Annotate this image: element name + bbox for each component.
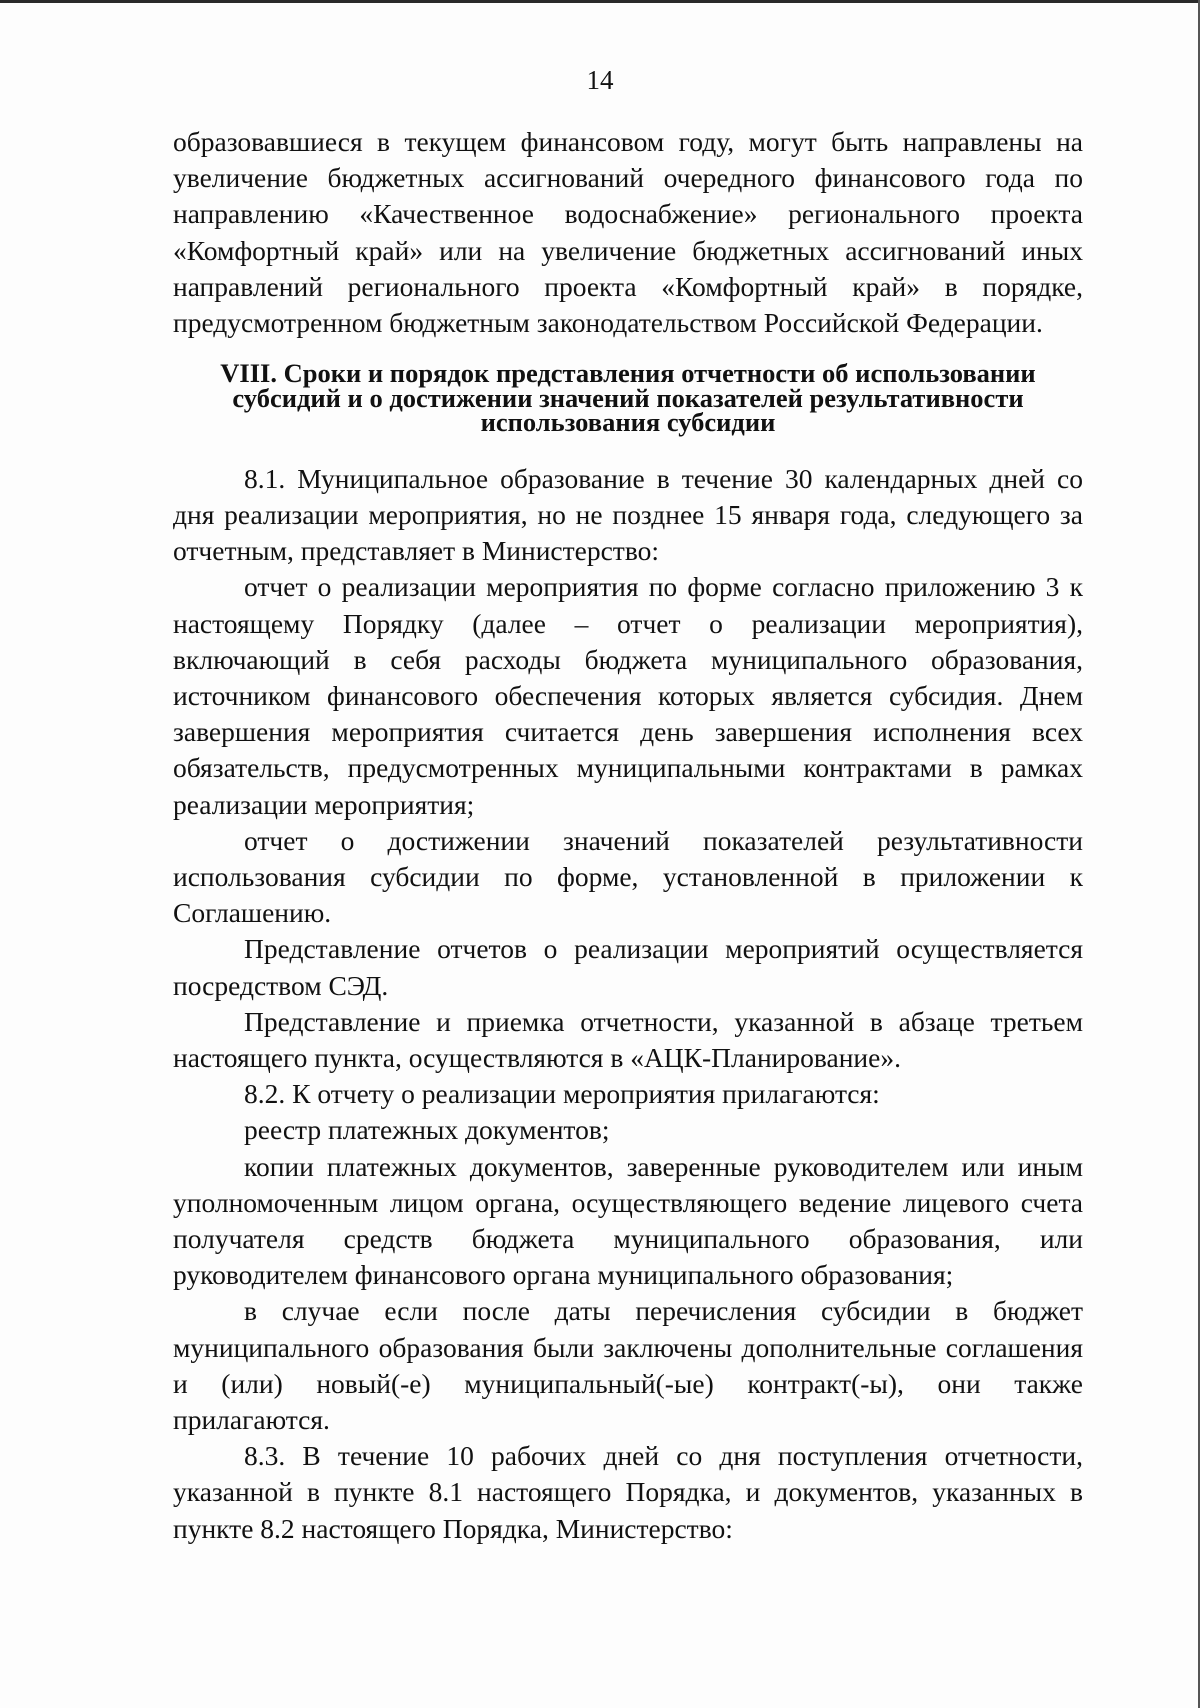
section-heading-line: субсидий и о достижении значений показателей результативности (232, 382, 1024, 413)
paragraph-payment-registry: реестр платежных документов; (244, 1114, 610, 1146)
paragraph-8-1: 8.1. Муниципальное образование в течение 30 календарных дней со дня реализации мероприятия, но не позднее 15 января года, следующего за отчетным, представляет в Министерство: (173, 462, 1083, 567)
document-body (173, 124, 1083, 1547)
paragraph-report-realization: отчет о реализации мероприятия по форме согласно приложению 3 к настоящему Порядку (далее – отчет о реализации мероприятия), включающий в себя расходы бюджета муниципального образования, источником финансового обеспечения которых является субсидия. Днем завершения мероприятия считается день завершения исполнения всех обязательств, предусмотренных муниципальными контрактами в рамках реализации мероприятия; (173, 571, 1083, 820)
page-number: 14 (586, 65, 614, 95)
paragraph-8-2: 8.2. К отчету о реализации мероприятия прилагаются: (244, 1078, 880, 1110)
section-heading-line: использования субсидии (480, 407, 776, 438)
paragraph-additional-agreements: в случае если после даты перечисления субсидии в бюджет муниципального образования были заключены дополнительные соглашения и (или) новый(-е) муниципальный(-ые) контракт(-ы), они также прилагаются. (173, 1295, 1083, 1435)
section-heading-line: VIII. Сроки и порядок представления отчетности об использовании (220, 358, 1036, 389)
paragraph-sed-submission: Представление отчетов о реализации мероприятий осуществляется посредством СЭД. (173, 933, 1083, 1001)
scan-border-top (0, 0, 1200, 3)
section-heading (173, 358, 1083, 438)
paragraph-payment-copies: копии платежных документов, заверенные руководителем или иным уполномоченным лицом органа, осуществляющего ведение лицевого счета получателя средств бюджета муниципального образования, или руководителем финансового органа муниципального образования; (173, 1150, 1083, 1291)
intro-paragraph: образовавшиеся в текущем финансовом году, могут быть направлены на увеличение бюджетных ассигнований очередного финансового года по направлению «Качественное водоснабжение» регионального проекта «Комфортный край» или на увеличение бюджетных ассигнований иных направлений регионального проекта «Комфортный край» в порядке, предусмотренном бюджетным законодательством Российской Федерации. (173, 126, 1083, 339)
paragraph-report-indicators: отчет о достижении значений показателей результативности использования субсидии по форме, установленной в приложении к Соглашению. (173, 824, 1083, 929)
paragraph-ack-planning: Представление и приемка отчетности, указанной в абзаце третьем настоящего пункта, осуществляются в «АЦК-Планирование». (173, 1005, 1083, 1073)
paragraph-8-3: 8.3. В течение 10 рабочих дней со дня поступления отчетности, указанной в пункте 8.1 настоящего Порядка, и документов, указанных в пункте 8.2 настоящего Порядка, Министерство: (173, 1440, 1083, 1544)
